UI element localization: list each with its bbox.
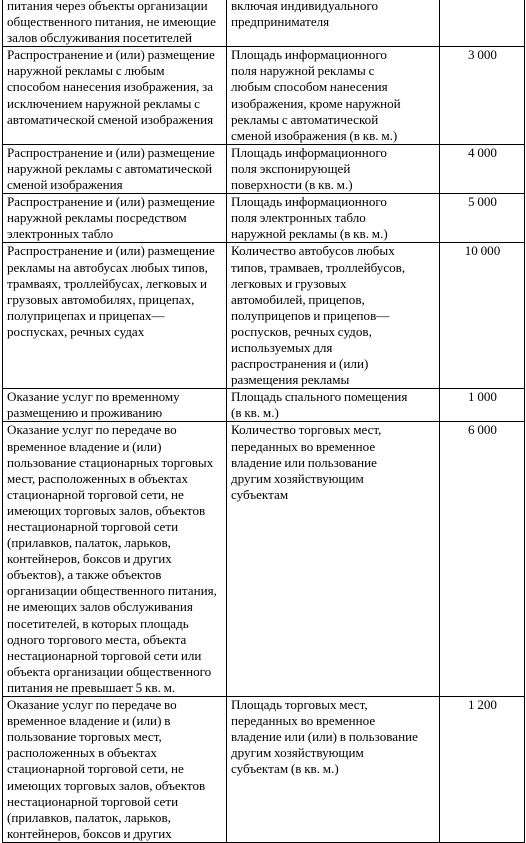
indicator-cell: включая индивидуального предпринимателя [227, 0, 440, 47]
indicator-cell: Количество автобусов любых типов, трамваев, троллейбусов, легковых и грузовых автомобилей, прицепов, полуприцепов и прицепов— роспусков, речных судов, используемых для распространения и (или) размещения рекламы [227, 243, 440, 389]
indicator-cell: Площадь информационного поля наружной рекламы с любым способом нанесения изображения, кроме наружной рекламы с автоматической сменой изображения (в кв. м.) [227, 47, 440, 145]
tax-rate-table [2, 0, 525, 843]
value-cell: 3 000 [440, 47, 525, 145]
indicator-cell: Площадь спального помещения (в кв. м.) [227, 389, 440, 422]
indicator-cell: Количество торговых мест, переданных во временное владение или пользование другим хозяйствующим субъектам [227, 422, 440, 697]
table-row [3, 144, 525, 193]
value-cell: 4 000 [440, 144, 525, 193]
activity-cell: Оказание услуг по передаче во временное владение и (или) в пользование торговых мест, расположенных в объектах стационарной торговой сети, не имеющих торговых залов, объектов нестационарной торговой сети (прилавков, палаток, ларьков, контейнеров, боксов и других [3, 697, 227, 843]
indicator-cell: Площадь информационного поля электронных табло наружной рекламы (в кв. м.) [227, 194, 440, 243]
value-cell: 1 200 [440, 697, 525, 843]
table-row [3, 0, 525, 47]
table-row [3, 47, 525, 145]
indicator-cell: Площадь торговых мест, переданных во временное владение или (или) в пользование другим хозяйствующим субъектам (в кв. м.) [227, 697, 440, 843]
activity-cell: Распространение и (или) размещение рекламы на автобусах любых типов, трамваях, троллейбусах, легковых и грузовых автомобилях, прицепах, полуприцепах и прицепах— роспусках, речных судах [3, 243, 227, 389]
table-row [3, 389, 525, 422]
table-body [3, 0, 525, 842]
value-cell: 6 000 [440, 422, 525, 697]
activity-cell: Распространение и (или) размещение наружной рекламы с любым способом нанесения изображения, за исключением наружной рекламы с автоматической сменой изображения [3, 47, 227, 145]
indicator-cell: Площадь информационного поля экспонирующей поверхности (в кв. м.) [227, 144, 440, 193]
table-row [3, 422, 525, 697]
activity-cell: Оказание услуг по передаче во временное владение и (или) пользование стационарных торговых мест, расположенных в объектах стационарной торговой сети, не имеющих торговых залов, объектов нестационарной торговой сети (прилавков, палаток, ларьков, контейнеров, боксов и других объектов), а также объектов организации общественного питания, не имеющих залов обслуживания посетителей, в которых площадь одного торгового места, объекта нестационарной торговой сети или объекта организации общественного питания не превышает 5 кв. м. [3, 422, 227, 697]
table-row [3, 194, 525, 243]
value-cell: 5 000 [440, 194, 525, 243]
value-cell: 10 000 [440, 243, 525, 389]
table-row [3, 697, 525, 843]
activity-cell: питания через объекты организации общественного питания, не имеющие залов обслуживания посетителей [3, 0, 227, 47]
activity-cell: Оказание услуг по временному размещению и проживанию [3, 389, 227, 422]
activity-cell: Распространение и (или) размещение наружной рекламы посредством электронных табло [3, 194, 227, 243]
activity-cell: Распространение и (или) размещение наружной рекламы с автоматической сменой изображения [3, 144, 227, 193]
value-cell [440, 0, 525, 47]
value-cell: 1 000 [440, 389, 525, 422]
table-row [3, 243, 525, 389]
